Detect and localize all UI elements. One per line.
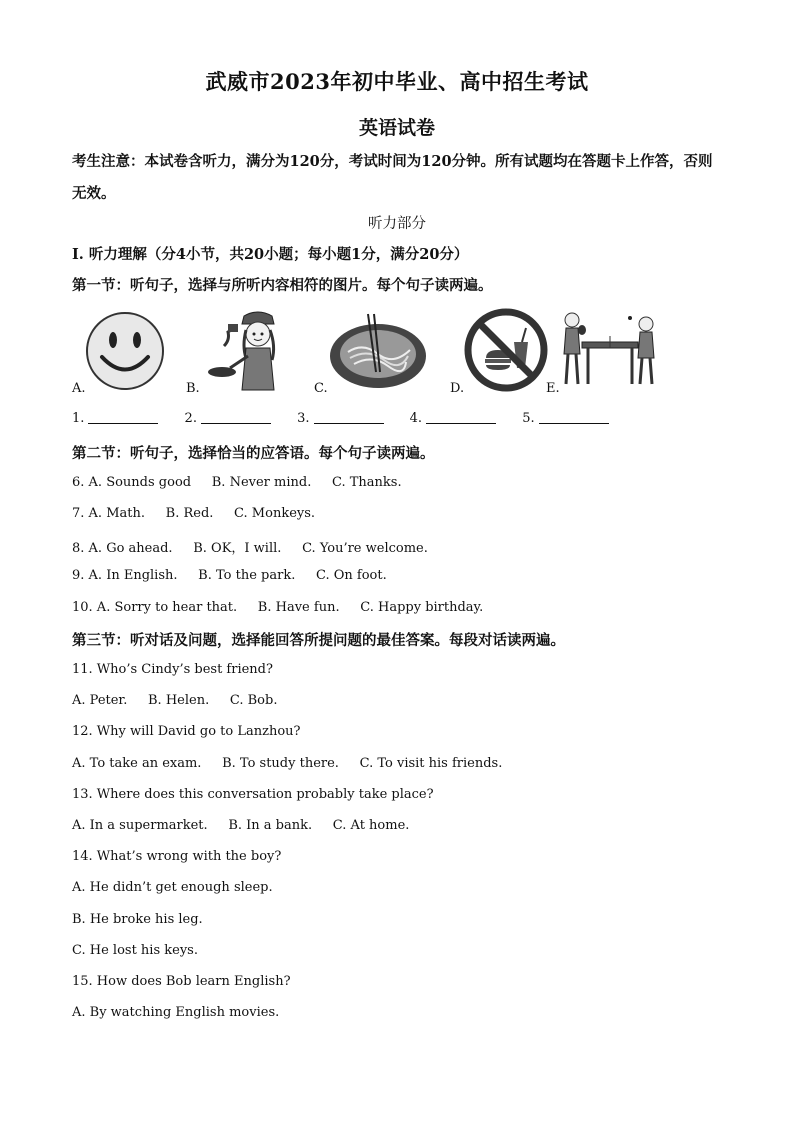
question-item: 12. Why will David go to Lanzhou? [72, 724, 301, 739]
question-option: C. He lost his keys. [72, 943, 198, 958]
picture-option-e [546, 306, 686, 398]
answer-blank[interactable]: 5. [522, 411, 608, 426]
question-options: A. To take an exam. B. To study there. C. To visit his friends. [72, 756, 503, 771]
question-option: A. He didn’t get enough sleep. [72, 880, 273, 895]
picture-label: B. [186, 381, 200, 396]
section2-heading: 第二节：听句子，选择恰当的应答语。每个句子读两遍。 [72, 445, 435, 462]
picture-label: E. [546, 381, 560, 396]
picture-label: D. [450, 381, 465, 396]
exam-title: 武威市2023年初中毕业、高中招生考试 [205, 69, 589, 94]
question-item: 11. Who’s Cindy’s best friend? [72, 662, 273, 677]
section3-heading: 第三节：听对话及问题，选择能回答所提问题的最佳答案。每段对话读两遍。 [72, 632, 565, 649]
girl-cooking-icon [202, 306, 294, 392]
question-option: B. He broke his leg. [72, 912, 203, 927]
answer-blank[interactable]: 4. [410, 411, 496, 426]
picture-option-d [450, 306, 560, 398]
question-item: 15. How does Bob learn English? [72, 974, 291, 989]
answer-blank[interactable]: 3. [297, 411, 383, 426]
question-item: 6. A. Sounds good B. Never mind. C. Thanks. [72, 475, 402, 490]
picture-label: A. [72, 381, 86, 396]
question-item: 14. What’s wrong with the boy? [72, 849, 282, 864]
noodles-bowl-icon [328, 312, 428, 392]
question-option: A. By watching English movies. [72, 1005, 280, 1020]
question-item: 9. A. In English. B. To the park. C. On foot. [72, 568, 387, 583]
exam-subtitle: 英语试卷 [358, 117, 435, 139]
question-item: 13. Where does this conversation probably take place? [72, 787, 434, 802]
question-options: A. In a supermarket. B. In a bank. C. At home. [72, 818, 410, 833]
exam-notice: 考生注意：本试卷含听力，满分为120分，考试时间为120分钟。所有试题均在答题卡上作答，否则无效。 [72, 153, 713, 202]
picture-option-b [186, 306, 306, 398]
picture-options [72, 306, 732, 398]
question-item: 7. A. Math. B. Red. C. Monkeys. [72, 506, 316, 521]
part1-heading: Ⅰ. 听力理解（分4小节，共20小题；每小题1分，满分20分） [72, 246, 469, 263]
answer-blank[interactable]: 1. [72, 411, 158, 426]
picture-option-c [314, 306, 438, 398]
answer-blanks [72, 411, 631, 426]
listening-part-heading: 听力部分 [368, 216, 426, 232]
question-item: 10. A. Sorry to hear that. B. Have fun. C. Happy birthday. [72, 600, 484, 615]
question-item: 8. A. Go ahead. B. OK，I will. C. You’re welcome. [72, 541, 428, 556]
question-options: A. Peter. B. Helen. C. Bob. [72, 693, 278, 708]
section1-heading: 第一节：听句子，选择与所听内容相符的图片。每个句子读两遍。 [72, 277, 493, 294]
answer-blank[interactable]: 2. [185, 411, 271, 426]
no-junk-food-icon [464, 308, 548, 392]
picture-label: C. [314, 381, 328, 396]
smiley-face-icon [84, 310, 166, 392]
table-tennis-icon [558, 308, 662, 392]
picture-option-a [72, 306, 182, 398]
